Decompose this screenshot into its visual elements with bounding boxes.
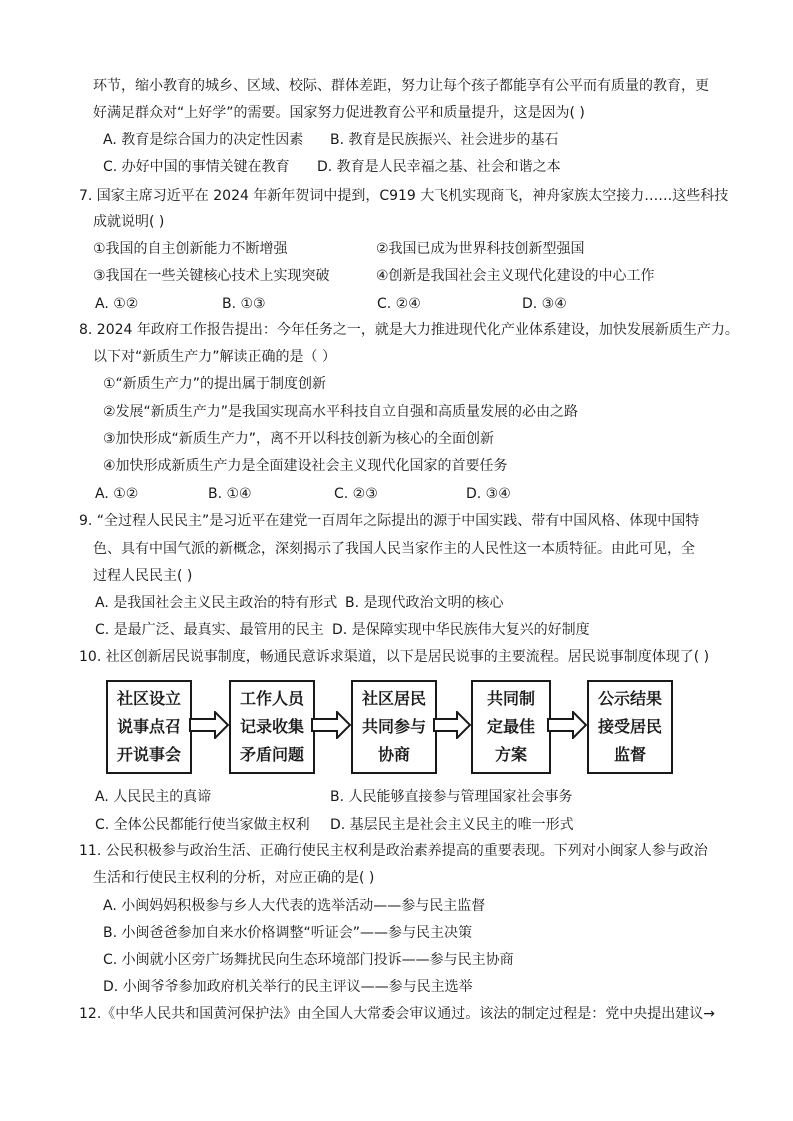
statement-4: ④创新是我国社会主义现代化建设的中心工作 [376, 268, 655, 284]
question-stem-line: 好满足群众对“上好学”的需要。国家努力促进教育公平和质量提升，这是因为( ) [93, 105, 585, 121]
question-11-stem: 11. 公民积极参与政治生活、正确行使民主权利是政治素养提高的重要表现。下列对小闽家人参与政治 [79, 843, 708, 859]
flow-step-text: 社区居民 [361, 689, 426, 708]
option-d[interactable]: D. 基层民主是社会主义民主的唯一形式 [330, 817, 574, 833]
option-a[interactable]: A. 人民民主的真谛 [95, 789, 212, 805]
option-b[interactable]: B. 小闽爸爸参加自来水价格调整“听证会”——参与民主决策 [103, 925, 473, 941]
option-a[interactable]: A. 是我国社会主义民主政治的特有形式 [95, 595, 338, 611]
flow-step-text: 开说事会 [116, 745, 181, 764]
flow-step-text: 方案 [494, 745, 527, 764]
flow-step-text: 记录收集 [239, 717, 304, 736]
option-b[interactable]: B. ①④ [208, 486, 252, 502]
question-9-stem: 9. “全过程人民民主”是习近平在建党一百周年之际提出的源于中国实践、带有中国风格、体现中国特 [79, 513, 700, 529]
option-b[interactable]: B. 是现代政治文明的核心 [345, 595, 504, 611]
option-b[interactable]: B. ①③ [222, 296, 266, 312]
flow-step-3 [351, 680, 437, 774]
option-d[interactable]: D. ③④ [466, 486, 511, 502]
question-8-stem: 8. 2024 年政府工作报告提出：今年任务之一，就是大力推进现代化产业体系建设，加快发展新质生产力。 [79, 322, 739, 338]
flow-step-text: 协商 [377, 745, 410, 764]
flow-step-text: 工作人员 [239, 689, 304, 708]
flow-step-text: 监督 [613, 745, 646, 764]
statement-4: ④加快形成新质生产力是全面建设社会主义现代化国家的首要任务 [103, 458, 508, 474]
statement-3: ③加快形成“新质生产力”，离不开以科技创新为核心的全面创新 [103, 431, 495, 447]
flow-step-text: 矛盾问题 [239, 745, 304, 764]
option-a[interactable]: A. 教育是综合国力的决定性因素 [103, 132, 304, 148]
option-c[interactable]: C. ②④ [377, 296, 421, 312]
flow-step-text: 定最佳 [486, 717, 535, 736]
question-11-stem-cont: 生活和行使民主权利的分析，对应正确的是( ) [93, 870, 375, 886]
statement-2: ②发展“新质生产力”是我国实现高水平科技自立自强和高质量发展的必由之路 [103, 404, 579, 420]
option-b[interactable]: B. 人民能够直接参与管理国家社会事务 [330, 789, 573, 805]
question-9-stem-cont: 色、具有中国气派的新概念，深刻揭示了我国人民当家作主的人民性这一本质特征。由此可见，全 [93, 541, 695, 557]
option-c[interactable]: C. 是最广泛、最真实、最管用的民主 [95, 622, 324, 638]
flow-step-text: 接受居民 [597, 717, 662, 736]
option-d[interactable]: D. ③④ [522, 296, 567, 312]
flow-arrow-icon [189, 711, 229, 739]
option-a[interactable]: A. ①② [95, 296, 139, 312]
option-d[interactable]: D. 小闽爷爷参加政府机关举行的民主评议——参与民主选举 [103, 979, 473, 995]
flow-arrow-icon [311, 711, 351, 739]
question-9-stem-cont: 过程人民民主( ) [93, 568, 193, 584]
flow-step-text: 说事点召 [116, 717, 181, 736]
question-7-stem-cont: 成就说明( ) [93, 214, 165, 230]
option-c[interactable]: C. 小闽就小区旁广场舞扰民向生态环境部门投诉——参与民主协商 [103, 952, 514, 968]
flow-step-4 [471, 680, 551, 774]
question-stem-line: 环节，缩小教育的城乡、区域、校际、群体差距，努力让每个孩子都能享有公平而有质量的教育，更 [93, 78, 709, 94]
option-a[interactable]: A. 小闽妈妈积极参与乡人大代表的选举活动——参与民主监督 [103, 898, 486, 914]
flow-arrow-icon [433, 711, 471, 739]
flow-step-5 [587, 680, 673, 774]
option-c[interactable]: C. 全体公民都能行使当家做主权利 [95, 817, 310, 833]
option-b[interactable]: B. 教育是民族振兴、社会进步的基石 [330, 132, 559, 148]
flow-step-1 [106, 680, 192, 774]
flow-step-text: 社区设立 [116, 689, 181, 708]
option-d[interactable]: D. 是保障实现中华民族伟大复兴的好制度 [332, 622, 590, 638]
statement-1: ①“新质生产力”的提出属于制度创新 [103, 376, 327, 392]
question-12-stem: 12.《中华人民共和国黄河保护法》由全国人大常委会审议通过。该法的制定过程是：党中央提出建议→ [79, 1006, 715, 1022]
option-a[interactable]: A. ①② [95, 486, 139, 502]
flow-step-text: 公示结果 [597, 689, 662, 708]
flow-arrow-icon [547, 711, 587, 739]
question-7-stem: 7. 国家主席习近平在 2024 年新年贺词中提到，C919 大飞机实现商飞，神舟家族太空接力……这些科技 [79, 188, 729, 204]
flow-step-2 [229, 680, 315, 774]
option-c[interactable]: C. ②③ [334, 486, 378, 502]
question-8-stem-cont: 以下对“新质生产力”解读正确的是（ ） [93, 349, 336, 365]
statement-1: ①我国的自主创新能力不断增强 [93, 241, 288, 257]
flow-step-text: 共同参与 [361, 717, 426, 736]
option-c[interactable]: C. 办好中国的事情关键在教育 [103, 159, 290, 175]
statement-3: ③我国在一些关键核心技术上实现突破 [93, 268, 330, 284]
option-d[interactable]: D. 教育是人民幸福之基、社会和谐之本 [317, 159, 561, 175]
flow-step-text: 共同制 [486, 689, 535, 708]
question-10-stem: 10. 社区创新居民说事制度，畅通民意诉求渠道，以下是居民说事的主要流程。居民说事制度体现了( ) [79, 649, 710, 665]
statement-2: ②我国已成为世界科技创新型强国 [376, 241, 585, 257]
